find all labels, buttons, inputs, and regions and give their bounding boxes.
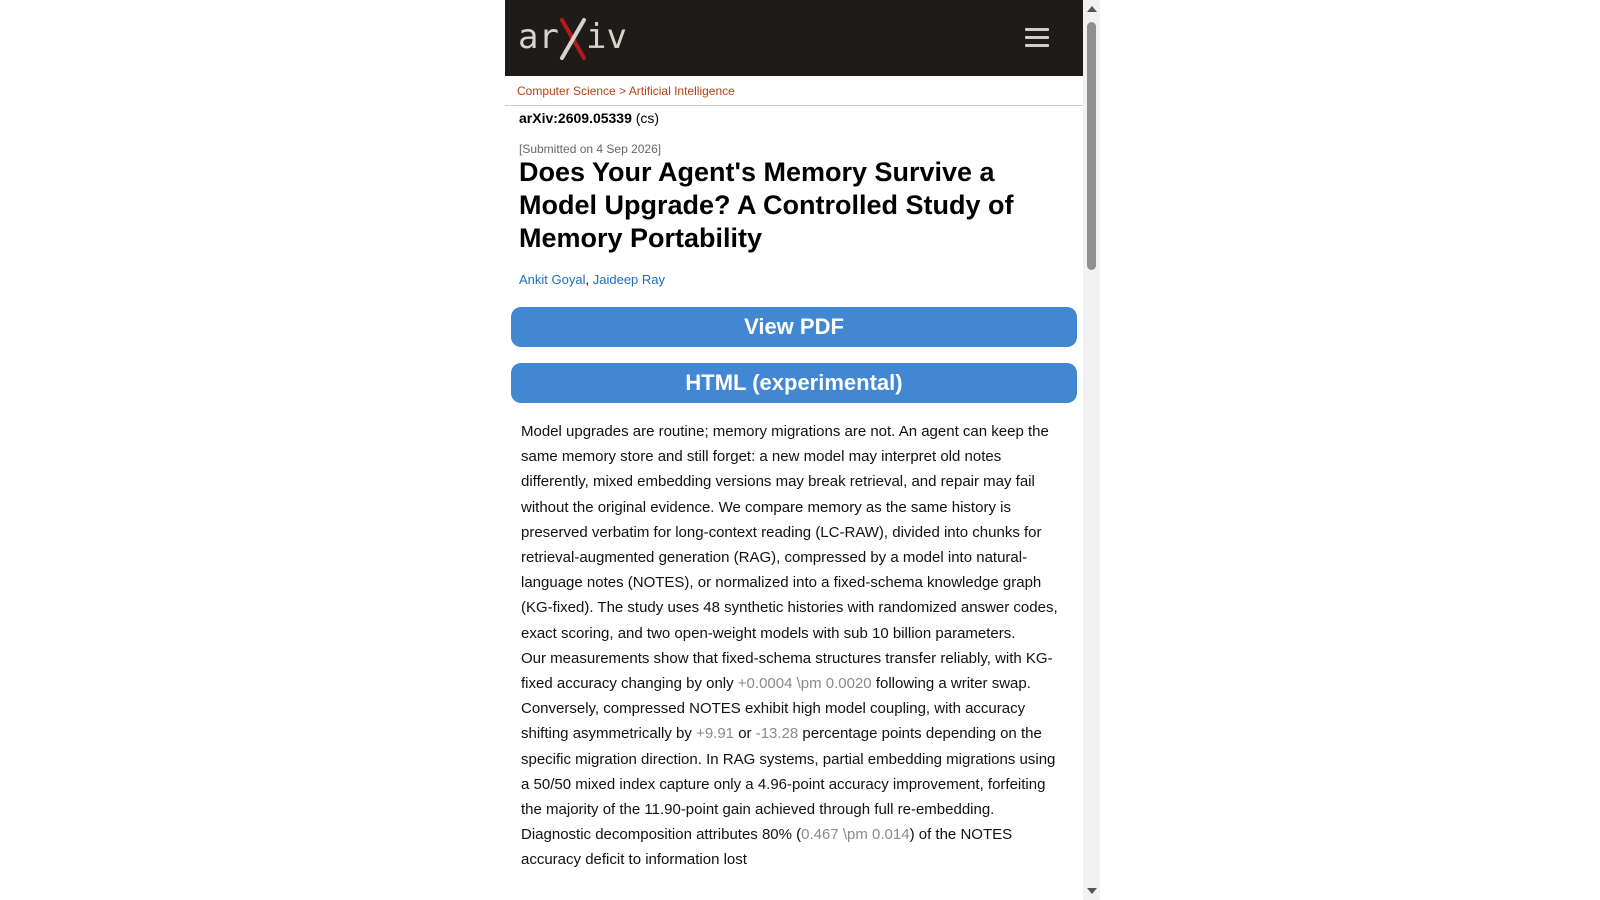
breadcrumb-separator: >	[619, 84, 627, 98]
author-list	[519, 272, 665, 287]
svg-text:iv: iv	[586, 17, 627, 57]
arxiv-logo[interactable]	[518, 12, 628, 64]
breadcrumb-artificial-intelligence[interactable]: Artificial Intelligence	[628, 84, 735, 98]
vertical-scrollbar[interactable]	[1083, 0, 1100, 900]
abstract-paragraph	[521, 646, 1067, 873]
svg-text:ar: ar	[518, 17, 559, 57]
scroll-up-arrow-icon[interactable]	[1087, 6, 1097, 12]
breadcrumb	[517, 84, 735, 98]
abstract-text: Our measurements show that fixed-schema structures transfer reliably, with KG-fixed accuracy changing by only	[521, 649, 1053, 693]
breadcrumb-computer-science[interactable]: Computer Science	[517, 84, 616, 98]
scrollbar-thumb[interactable]	[1087, 22, 1096, 270]
abstract	[521, 419, 1067, 873]
html-experimental-button[interactable]: HTML (experimental)	[511, 363, 1077, 403]
math-expression: 0.467 \pm 0.014	[801, 826, 910, 844]
math-expression: -13.28	[755, 725, 799, 743]
arxiv-id-category: (cs)	[635, 110, 660, 126]
paper-title: Does Your Agent's Memory Survive a Model Upgrade? A Controlled Study of Memory Portability	[519, 157, 1014, 253]
view-pdf-button[interactable]: View PDF	[511, 307, 1077, 347]
author-link[interactable]: Ankit Goyal	[519, 272, 586, 287]
hamburger-menu-icon[interactable]	[1025, 28, 1049, 48]
math-expression: +9.91	[696, 725, 735, 743]
math-expression: +0.0004 \pm 0.0020	[737, 675, 872, 693]
author-link[interactable]: Jaideep Ray	[592, 272, 666, 287]
abstract-text: or	[734, 725, 756, 743]
abstract-paragraph: Model upgrades are routine; memory migrations are not. An agent can keep the same memory store and still forget: a new model may interpret old notes differently, mixed embedding versions may break retrieval, and repair may fail without the original evidence. We compare memory as the same history is preserved verbatim for long-context reading (LC-RAW), divided into chunks for retrieval-augmented generation (RAG), compressed by a model into natural-language notes (NOTES), or normalized into a fixed-schema knowledge graph (KG-fixed). The study uses 48 synthetic histories with randomized answer codes, exact scoring, and two open-weight models with sub 10 billion parameters.	[521, 423, 1058, 642]
arxiv-id	[519, 110, 659, 126]
submission-date: [Submitted on 4 Sep 2026]	[519, 142, 662, 156]
scroll-down-arrow-icon[interactable]	[1087, 888, 1097, 894]
author-separator: ,	[585, 272, 590, 287]
page-frame	[505, 0, 1083, 900]
arxiv-id-number: arXiv:2609.05339	[519, 110, 632, 126]
abstract-text: following a writer swap. Conversely, compressed NOTES exhibit high model coupling, with accuracy shifting asymmetrically by	[521, 675, 1031, 743]
breadcrumb-divider	[505, 105, 1083, 106]
site-header	[505, 0, 1083, 76]
abstract-text: percentage points depending on the specific migration direction. In RAG systems, partial embedding migrations using a 50/50 mixed index capture only a 4.96-point accuracy improvement, forfeiting the majority of the 11.90-point gain achieved through full re-embedding. Diagnostic decomposition attributes 80% (	[521, 725, 1056, 844]
abstract-text: ) of the NOTES accuracy deficit to information lost	[521, 826, 1013, 869]
